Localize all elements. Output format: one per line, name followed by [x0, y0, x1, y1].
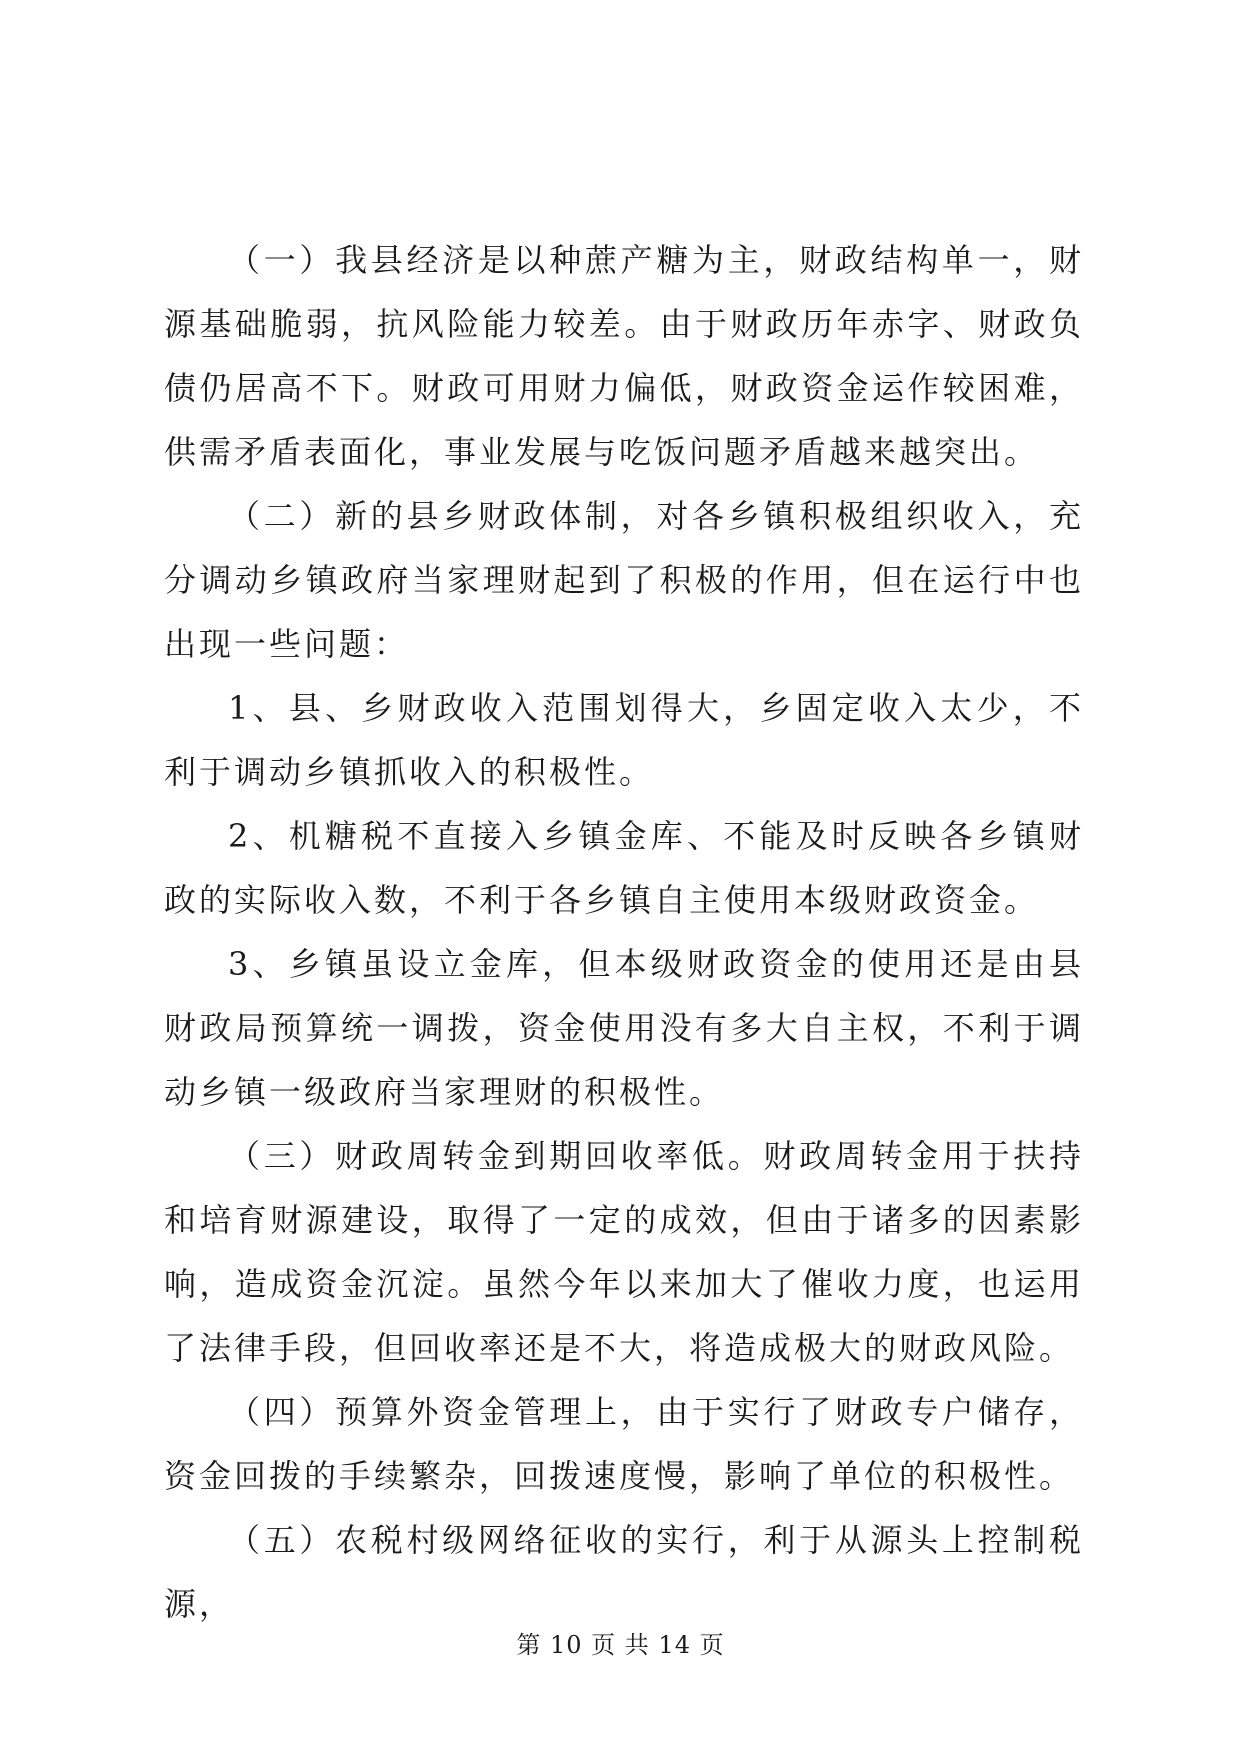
page-number-footer: 第 10 页 共 14 页 — [516, 1631, 725, 1659]
paragraph-section-4: （四）预算外资金管理上，由于实行了财政专户储存，资金回拨的手续繁杂，回拨速度慢，影响了单位的积极性。 — [164, 1393, 1084, 1495]
paragraph-item-2: 2、机糖税不直接入乡镇金库、不能及时反映各乡镇财政的实际收入数，不利于各乡镇自主使用本级财政资金。 — [164, 817, 1084, 919]
paragraph-section-3: （三）财政周转金到期回收率低。财政周转金用于扶持和培育财源建设，取得了一定的成效，但由于诸多的因素影响，造成资金沉淀。虽然今年以来加大了催收力度，也运用了法律手段，但回收率还是不大，将造成极大的财政风险。 — [164, 1137, 1084, 1367]
paragraph-item-3: 3、乡镇虽设立金库，但本级财政资金的使用还是由县财政局预算统一调拨，资金使用没有多大自主权，不利于调动乡镇一级政府当家理财的积极性。 — [164, 945, 1084, 1111]
paragraph-item-1: 1、县、乡财政收入范围划得大，乡固定收入太少，不利于调动乡镇抓收入的积极性。 — [164, 689, 1084, 791]
document-body — [164, 228, 1084, 1636]
paragraph-section-1: （一）我县经济是以种蔗产糖为主，财政结构单一，财源基础脆弱，抗风险能力较差。由于财政历年赤字、财政负债仍居高不下。财政可用财力偏低，财政资金运作较困难，供需矛盾表面化，事业发展与吃饭问题矛盾越来越突出。 — [164, 241, 1084, 471]
paragraph-section-2: （二）新的县乡财政体制，对各乡镇积极组织收入，充分调动乡镇政府当家理财起到了积极的作用，但在运行中也出现一些问题： — [164, 497, 1084, 663]
paragraph-section-5: （五）农税村级网络征收的实行，利于从源头上控制税源， — [164, 1521, 1084, 1623]
